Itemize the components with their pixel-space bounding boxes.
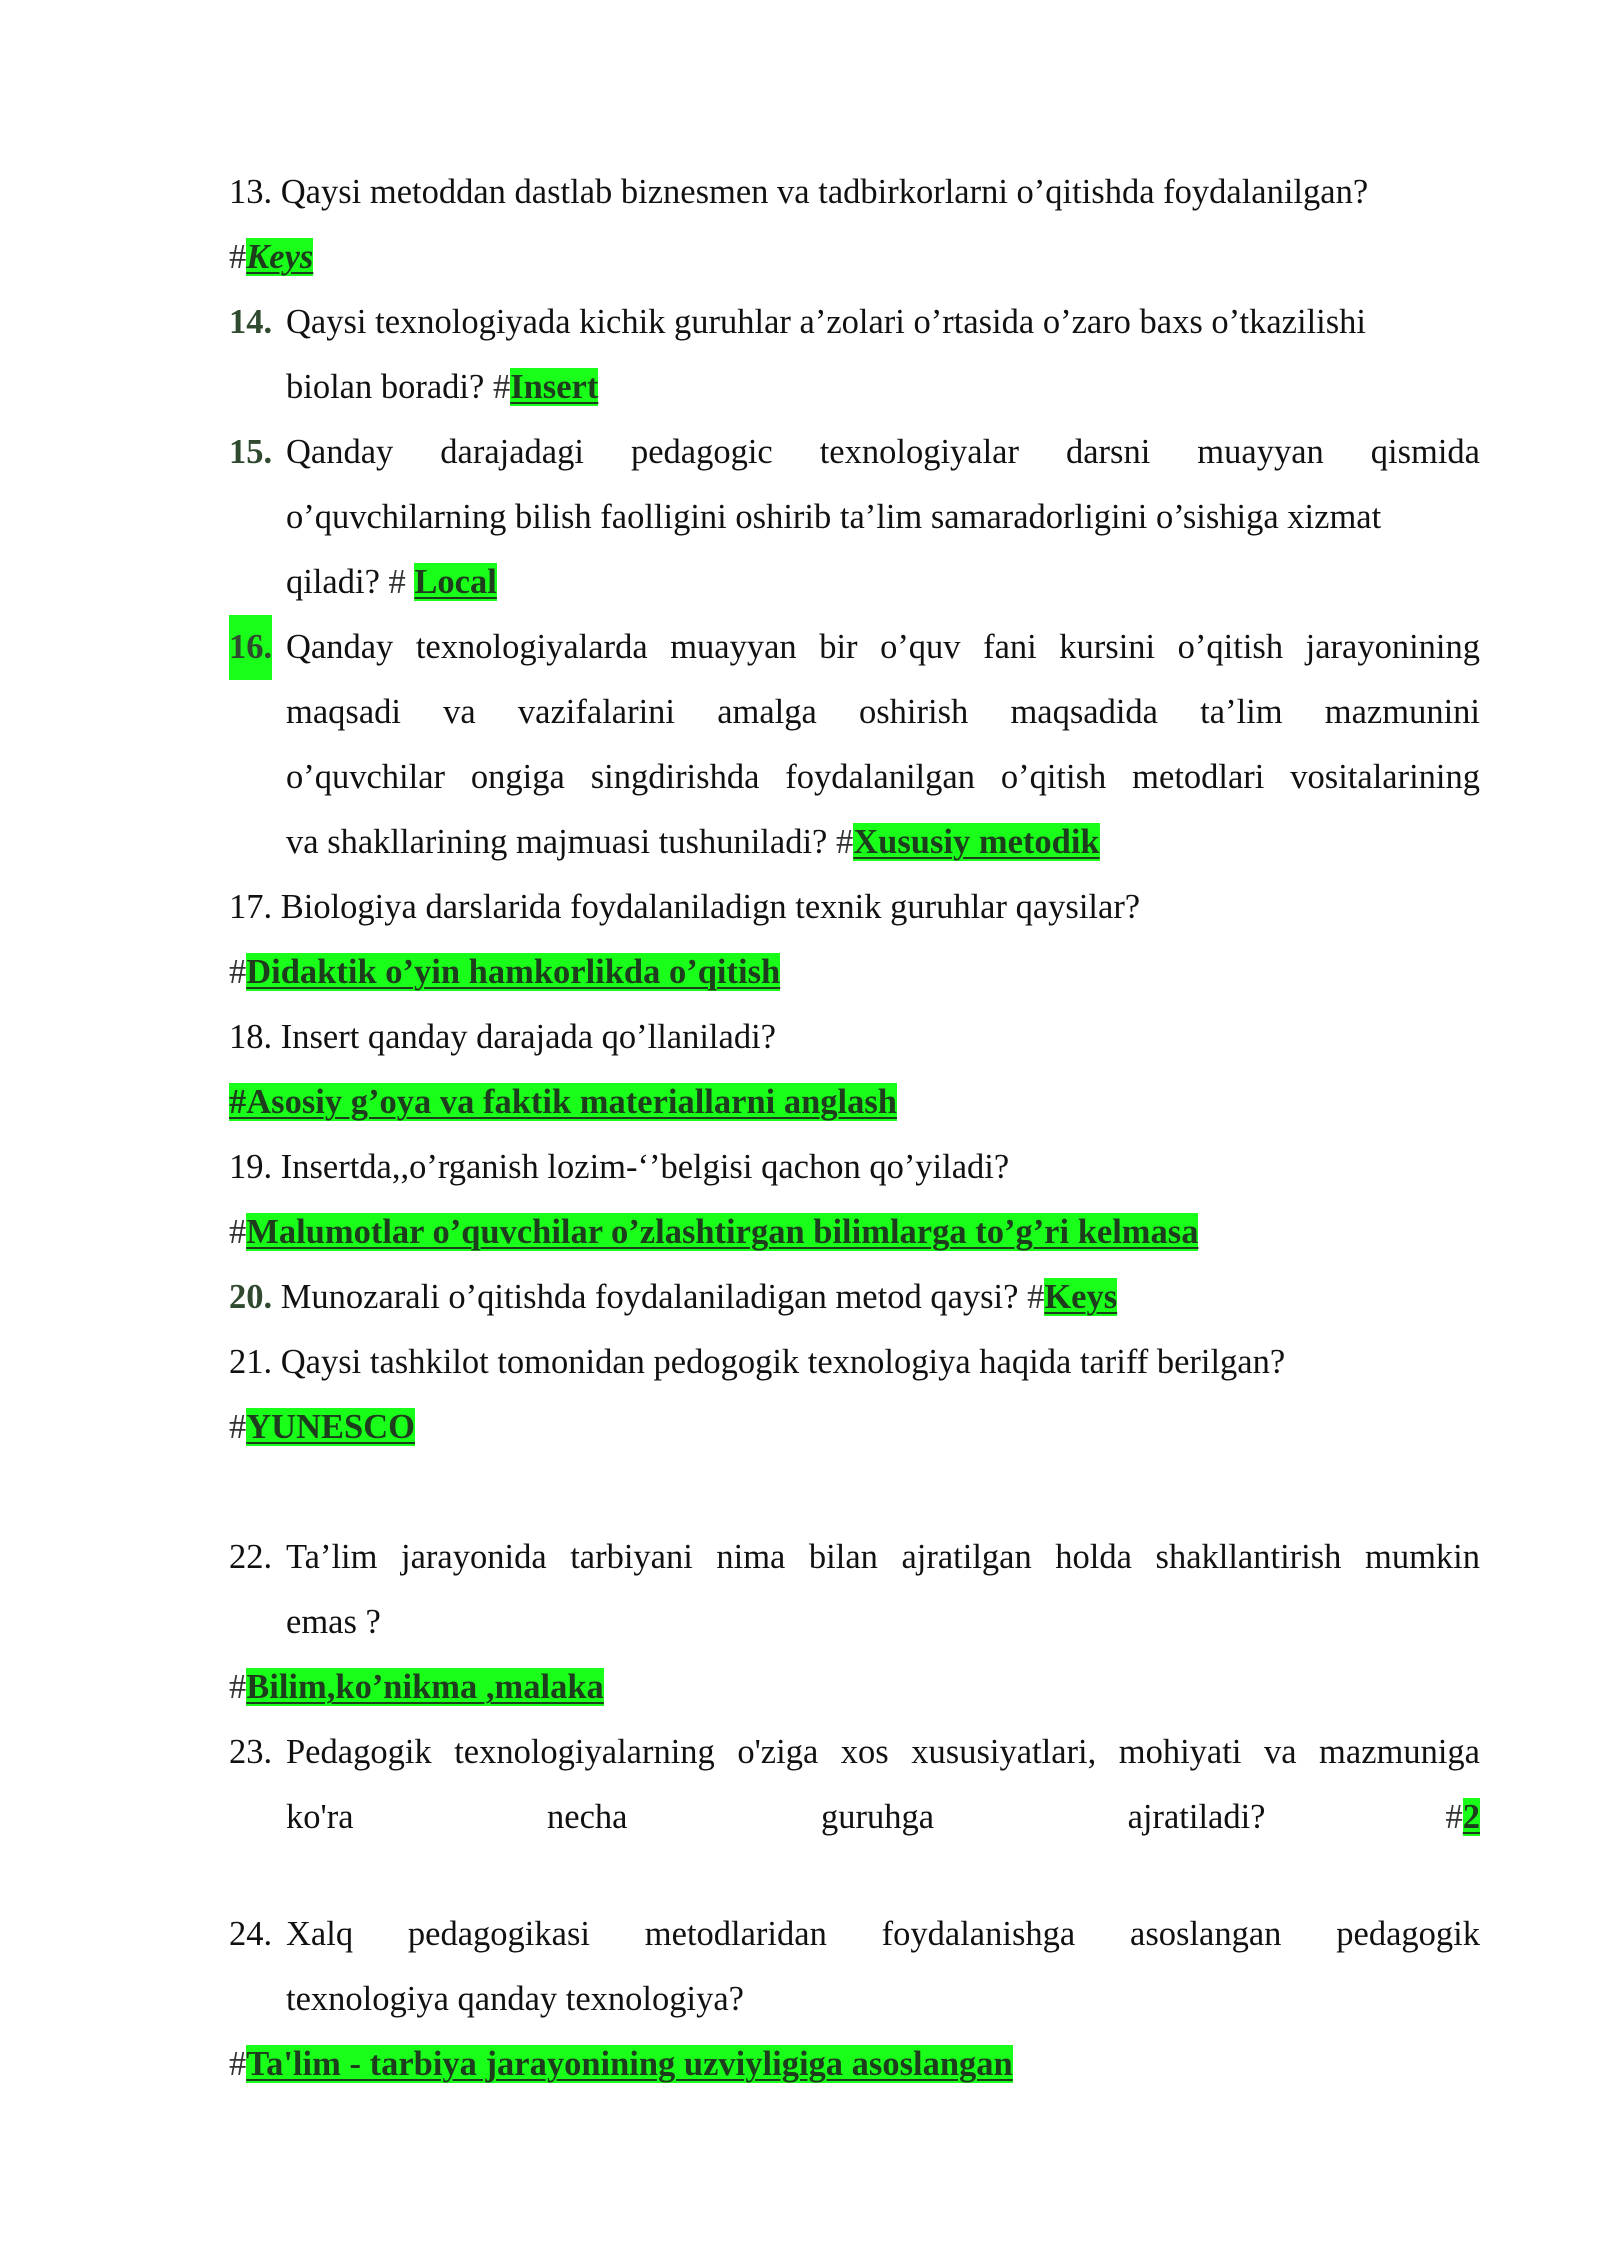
- answer-18: [229, 1070, 1480, 1135]
- question-18: [229, 1005, 1480, 1070]
- hash-mark: #: [835, 823, 854, 861]
- question-text: Biologiya darslarida foydalaniladign texnik guruhlar qaysilar?: [280, 888, 1141, 926]
- question-number: 18.: [229, 1018, 273, 1056]
- question-text: Munozarali o’qitishda foydalaniladigan metod qaysi?: [280, 1278, 1028, 1316]
- question-23: [229, 1720, 1480, 1850]
- question-number: 13.: [229, 173, 273, 211]
- hash-mark: #: [492, 368, 511, 406]
- question-text-cont: [286, 810, 1480, 875]
- answer-19: [229, 1200, 1480, 1265]
- answer-22: [229, 1655, 1480, 1720]
- question-text: emas ?: [286, 1603, 381, 1641]
- question-21: [229, 1330, 1480, 1395]
- question-text: Xalq pedagogikasi metodlaridan foydalanishga asoslangan pedagogik: [286, 1915, 1480, 1953]
- answer-highlight: #Asosiy g’oya va faktik materiallarni anglash: [229, 1083, 897, 1121]
- answer-highlight: Ta'lim - tarbiya jarayonining uzviyligiga asoslangan: [246, 2045, 1013, 2083]
- question-number: 19.: [229, 1148, 273, 1186]
- question-number: 23.: [229, 1733, 273, 1771]
- question-number: 15.: [229, 433, 273, 471]
- question-14: [229, 290, 1480, 420]
- question-text: maqsadi va vazifalarini amalga oshirish maqsadida ta’lim mazmunini: [286, 693, 1480, 731]
- hash-mark: #: [229, 1668, 247, 1706]
- question-13: [229, 160, 1480, 225]
- answer-13: [229, 225, 1480, 290]
- answer-highlight: Insert: [510, 368, 599, 406]
- question-text: o’quvchilarning bilish faolligini oshirib ta’lim samaradorligini o’sishiga xizmat: [286, 498, 1382, 536]
- answer-highlight: Keys: [1044, 1278, 1118, 1316]
- question-text: Insertda,,o’rganish lozim-‘’belgisi qachon qo’yiladi?: [280, 1148, 1010, 1186]
- question-text-cont: [286, 550, 1480, 615]
- answer-highlight: Bilim,ko’nikma ,malaka: [246, 1668, 604, 1706]
- question-number: 20.: [229, 1278, 273, 1316]
- question-22: [229, 1525, 1480, 1655]
- question-text: Ta’lim jarayonida tarbiyani nima bilan ajratilgan holda shakllantirish mumkin: [286, 1538, 1480, 1576]
- question-text: Pedagogik texnologiyalarning o'ziga xos xususiyatlari, mohiyati va mazmuniga: [286, 1733, 1480, 1771]
- question-text: qiladi?: [286, 563, 389, 601]
- answer-highlight: YUNESCO: [246, 1408, 415, 1446]
- hash-mark: #: [229, 953, 247, 991]
- question-number: 22.: [229, 1538, 273, 1576]
- answer-highlight: Didaktik o’yin hamkorlikda o’qitish: [246, 953, 781, 991]
- question-text: biolan boradi?: [286, 368, 493, 406]
- question-17: [229, 875, 1480, 940]
- question-text: Qaysi texnologiyada kichik guruhlar a’zolari o’rtasida o’zaro baxs o’tkazilishi: [286, 303, 1367, 341]
- question-number: 17.: [229, 888, 273, 926]
- hash-mark: #: [229, 238, 247, 276]
- answer-24: [229, 2032, 1480, 2097]
- question-number: 24.: [229, 1915, 273, 1953]
- answer-highlight: Local: [414, 563, 497, 601]
- hash-mark: #: [229, 1408, 247, 1446]
- question-number: 16.: [229, 615, 272, 680]
- answer-highlight: Xususiy metodik: [853, 823, 1100, 861]
- question-text: o’quvchilar ongiga singdirishda foydalanilgan o’qitish metodlari vositalarining: [286, 758, 1480, 796]
- hash-mark: #: [1445, 1798, 1463, 1836]
- question-text-cont: [286, 1785, 1480, 1850]
- hash-mark: #: [1027, 1278, 1045, 1316]
- question-text: ko'ra necha guruhga ajratiladi?: [286, 1798, 1266, 1836]
- answer-21: [229, 1395, 1480, 1460]
- answer-highlight: Malumotlar o’quvchilar o’zlashtirgan bilimlarga to’g’ri kelmasa: [246, 1213, 1199, 1251]
- question-text: Qanday darajadagi pedagogic texnologiyalar darsni muayyan qismida: [286, 433, 1480, 471]
- question-16: [229, 615, 1480, 875]
- hash-mark: #: [388, 563, 415, 601]
- question-number: 21.: [229, 1343, 273, 1381]
- question-19: [229, 1135, 1480, 1200]
- question-20: [229, 1265, 1480, 1330]
- question-text-cont: [286, 355, 1480, 420]
- blank-line: [229, 1460, 1480, 1525]
- question-text: Qaysi metoddan dastlab biznesmen va tadbirkorlarni o’qitishda foydalanilgan?: [280, 173, 1369, 211]
- hash-mark: #: [229, 2045, 247, 2083]
- question-text: Qaysi tashkilot tomonidan pedogogik texnologiya haqida tariff berilgan?: [280, 1343, 1286, 1381]
- answer-highlight: 2: [1462, 1798, 1480, 1836]
- question-15: [229, 420, 1480, 615]
- blank-line: [229, 1850, 1480, 1902]
- question-text: texnologiya qanday texnologiya?: [286, 1980, 744, 2018]
- question-24: [229, 1902, 1480, 2032]
- answer-highlight: Keys: [246, 238, 314, 276]
- answer-17: [229, 940, 1480, 1005]
- question-text: Qanday texnologiyalarda muayyan bir o’quv fani kursini o’qitish jarayonining: [286, 628, 1480, 666]
- question-number: 14.: [229, 303, 273, 341]
- question-text: va shakllarining majmuasi tushuniladi?: [286, 823, 836, 861]
- question-text: Insert qanday darajada qo’llaniladi?: [280, 1018, 776, 1056]
- hash-mark: #: [229, 1213, 247, 1251]
